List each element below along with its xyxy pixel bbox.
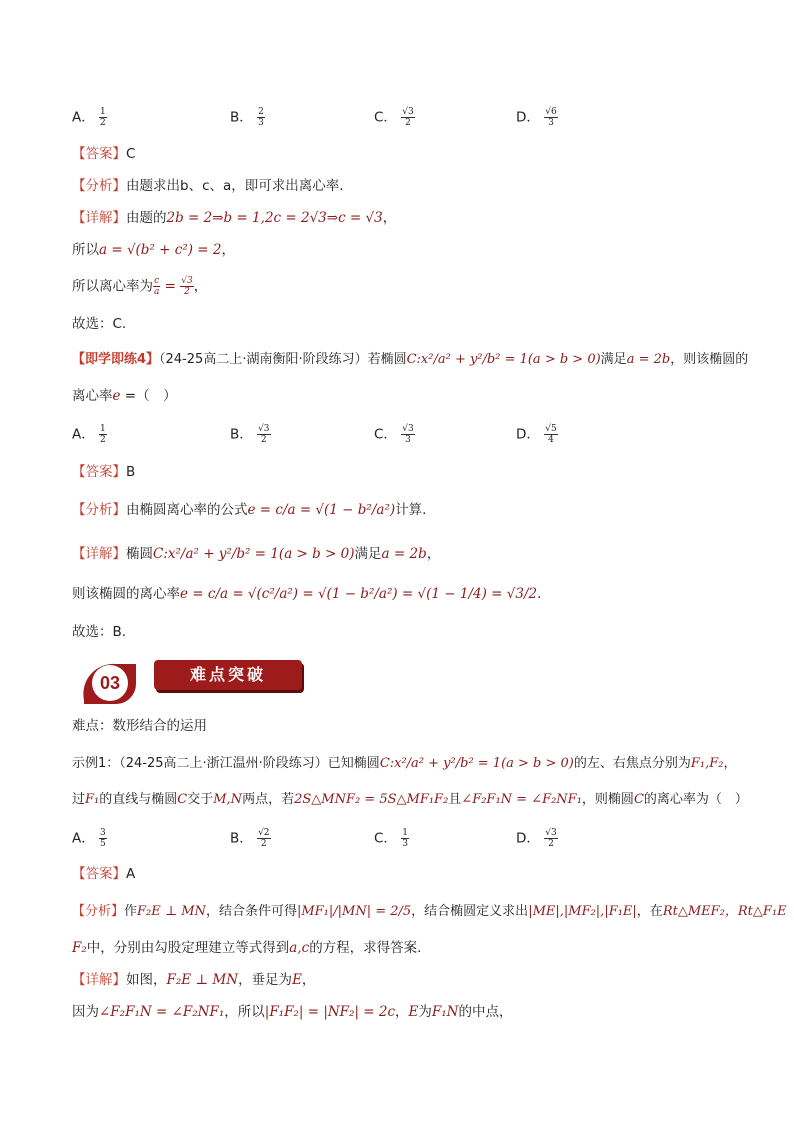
q4-analysis: 【分析】由椭圆离心率的公式e = c/a = √(1 − b²/a²)计算. [72, 502, 427, 518]
option-fraction: $\frac{1}{3}$ [402, 828, 408, 849]
q4-answer: 【答案】B [72, 464, 136, 480]
fraction: $\frac{√3}{2}$ [181, 276, 193, 297]
q4-detail: 【详解】椭圆C:x²/a² + y²/b² = 1(a > b > 0)满足a = 2b， [72, 546, 441, 562]
q4-conclusion: 故选：B. [72, 624, 127, 640]
option-fraction: $\frac{√2}{2}$ [258, 828, 270, 849]
example1-stem: 示例1：（24-25高二上·浙江温州·阶段练习）已知椭圆C:x²/a² + y²/b² = 1(a > b > 0)的左、右焦点分别为F₁,F₂， [72, 756, 737, 771]
q4-detail-line2: 则该椭圆的离心率e = c/a = √(c²/a²) = √(1 − b²/a²) = √(1 − 1/4) = √3/2. [72, 586, 542, 602]
q3-detail-line3: 所以离心率为 $\frac{c}{a}$ = $\frac{√3}{2}$ ， [72, 276, 208, 297]
option-fraction: $\frac{√6}{3}$ [545, 107, 557, 128]
section-number: 03 [99, 673, 121, 693]
q3-detail-line2: 所以a = √(b² + c²) = 2， [72, 242, 235, 258]
option-d: D． $\frac{√6}{3}$ [516, 107, 557, 128]
example1-stem-line2: 过F₁的直线与椭圆C交于M,N两点，若2S△MNF₂ = 5S△MF₁F₂且∠F₂F₁N = ∠F₂NF₁，则椭圆C的离心率为（ ） [72, 792, 748, 807]
option-fraction: $\frac{1}{2}$ [100, 424, 106, 445]
section-number-badge [76, 660, 140, 704]
option-a: A． $\frac{3}{5}$ [72, 828, 106, 849]
option-c: C． $\frac{1}{3}$ [374, 828, 408, 849]
q4-stem: 【即学即练4】（24-25高二上·湖南衡阳·阶段练习）若椭圆C:x²/a² + y²/b² = 1(a > b > 0)满足a = 2b，则该椭圆的 [72, 352, 749, 367]
option-fraction: $\frac{√3}{2}$ [258, 424, 270, 445]
difficulty-label: 难点：数形结合的运用 [72, 718, 207, 734]
q3-detail: 【详解】由题的2b = 2⇒b = 1,2c = 2√3⇒c = √3， [72, 210, 397, 226]
section-title: 难点突破 [154, 660, 302, 690]
option-a: A． $\frac{1}{2}$ [72, 107, 106, 128]
example1-detail: 【详解】如图，F₂E ⊥ MN，垂足为E， [72, 972, 316, 988]
q3-analysis: 【分析】由题求出b、c、a，即可求出离心率. [72, 178, 344, 194]
example1-analysis: 【分析】作F₂E ⊥ MN，结合条件可得|MF₁|/|MN| = 2/5，结合椭圆定义求出|ME|,|MF₂|,|F₁E|，在Rt△MEF₂，Rt△F₁E [72, 904, 787, 919]
option-b: B． $\frac{2}{3}$ [230, 107, 264, 128]
option-fraction: $\frac{√5}{4}$ [545, 424, 557, 445]
option-d: D． $\frac{√5}{4}$ [516, 424, 557, 445]
option-d: D． $\frac{√3}{2}$ [516, 828, 557, 849]
q3-answer: 【答案】C [72, 146, 136, 162]
option-fraction: $\frac{3}{5}$ [100, 828, 106, 849]
example1-analysis-line2: F₂中，分别由勾股定理建立等式得到a,c的方程，求得答案. [72, 940, 422, 956]
option-b: B． $\frac{√2}{2}$ [230, 828, 270, 849]
fraction: $\frac{c}{a}$ [154, 276, 160, 297]
option-b: B． $\frac{√3}{2}$ [230, 424, 270, 445]
section-header [76, 656, 306, 704]
q4-stem-line2: 离心率e =（ ） [72, 388, 177, 404]
option-fraction: $\frac{√3}{2}$ [545, 828, 557, 849]
option-fraction: $\frac{√3}{2}$ [402, 107, 414, 128]
example1-detail-line2: 因为∠F₂F₁N = ∠F₂NF₁，所以|F₁F₂| = |NF₂| = 2c，E为F₁N的中点， [72, 1004, 513, 1020]
option-fraction: $\frac{2}{3}$ [258, 107, 264, 128]
option-fraction: $\frac{√3}{3}$ [402, 424, 414, 445]
option-fraction: $\frac{1}{2}$ [100, 107, 106, 128]
option-c: C． $\frac{√3}{3}$ [374, 424, 414, 445]
option-a: A． $\frac{1}{2}$ [72, 424, 106, 445]
option-c: C． $\frac{√3}{2}$ [374, 107, 414, 128]
example1-answer: 【答案】A [72, 866, 136, 882]
q3-conclusion: 故选：C. [72, 316, 127, 332]
